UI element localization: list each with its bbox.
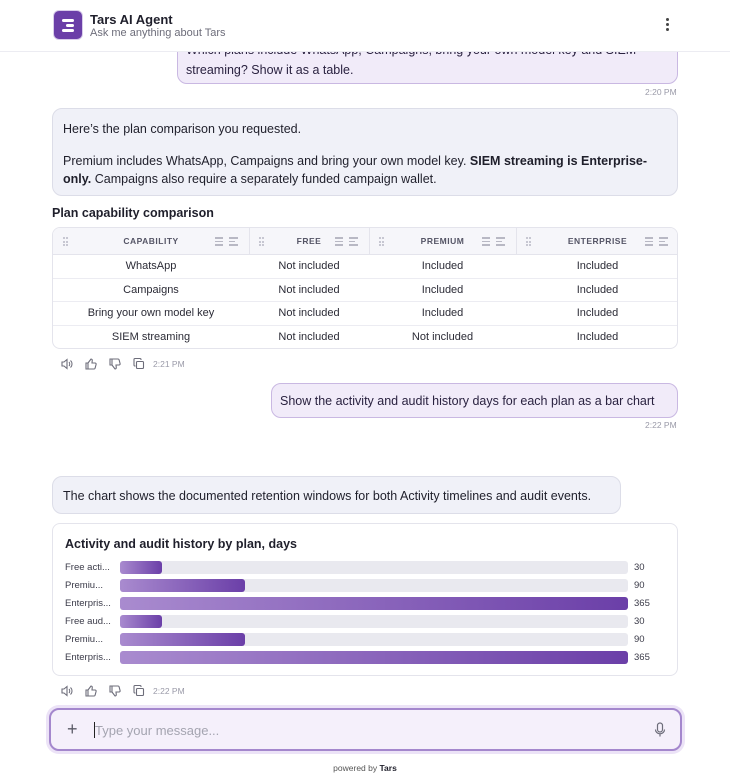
table-row [53, 326, 678, 350]
column-menu-icon[interactable] [215, 237, 239, 246]
copy-icon[interactable] [132, 357, 146, 371]
bar-value-label: 30 [634, 616, 645, 627]
powered-brand[interactable]: Tars [379, 763, 397, 773]
agent-title: Tars AI Agent [90, 12, 173, 27]
table-cell: Included [576, 283, 619, 296]
table-cell: WhatsApp [125, 260, 177, 272]
table-cell: Not included [278, 260, 340, 272]
bar-value-label: 365 [634, 598, 650, 609]
bar-track [120, 579, 628, 592]
column-divider [516, 228, 517, 255]
thumbs-up-icon[interactable] [84, 357, 98, 371]
bar-label: Enterpris... [65, 652, 111, 663]
table-cell: Not included [411, 330, 474, 343]
column-divider [249, 228, 250, 255]
bar-value-label: 365 [634, 652, 650, 663]
table-header-cell[interactable]: PREMIUM [420, 236, 465, 246]
thumbs-down-icon[interactable] [108, 684, 122, 698]
message-actions [60, 357, 190, 371]
table-row [53, 279, 678, 303]
drag-handle-icon[interactable] [63, 237, 69, 246]
bar-label: Enterpris... [65, 598, 111, 609]
table-cell: Campaigns [123, 283, 179, 296]
table-row [53, 302, 678, 326]
message-actions [60, 684, 190, 698]
table-header-cell[interactable]: FREE [296, 236, 322, 246]
add-attachment-icon[interactable]: + [67, 719, 78, 739]
table-cell: Included [421, 307, 464, 319]
copy-icon[interactable] [132, 684, 146, 698]
table-row [53, 255, 678, 279]
bar-label: Free acti... [65, 562, 110, 573]
agent-subtitle: Ask me anything about Tars [90, 27, 226, 39]
drag-handle-icon[interactable] [379, 237, 385, 246]
bar-track [120, 651, 628, 664]
table-cell: Included [576, 307, 619, 319]
bot-body-part: Premium includes WhatsApp, Campaigns and bring your own model key. [63, 154, 470, 168]
bar-track [120, 633, 628, 646]
bar-track [120, 615, 628, 628]
bar-chart [52, 523, 678, 676]
bot-message: The chart shows the documented retention windows for both Activity timelines and audit events. [52, 476, 621, 514]
message-input[interactable] [95, 718, 635, 742]
bar[interactable] [120, 651, 628, 664]
bar[interactable] [120, 561, 162, 574]
bar-value-label: 90 [634, 634, 645, 645]
chart-title: Activity and audit history by plan, days [65, 537, 297, 551]
powered-prefix: powered by [333, 763, 378, 773]
powered-by [0, 763, 730, 773]
bot-intro-text: Here’s the plan comparison you requested. [63, 122, 302, 136]
table-cell: Not included [278, 283, 340, 296]
table-cell: SIEM streaming [111, 330, 191, 343]
bar[interactable] [120, 633, 245, 646]
table-cell: Included [576, 260, 619, 272]
bot-body-bold: SIEM streaming is Enterprise-only. [63, 154, 648, 186]
bar-track [120, 597, 628, 610]
bot-body-text [63, 152, 667, 188]
column-menu-icon[interactable] [482, 237, 506, 246]
more-options-icon[interactable] [662, 18, 672, 34]
bot-body-part: Campaigns also require a separately funded campaign wallet. [91, 172, 437, 186]
bar-value-label: 30 [634, 562, 645, 573]
bar-label: Premiu... [65, 580, 104, 591]
message-composer [49, 708, 682, 751]
table-cell: Bring your own model key [87, 307, 215, 319]
chat-header [0, 0, 730, 52]
bar-track [120, 561, 628, 574]
thumbs-down-icon[interactable] [108, 357, 122, 371]
microphone-icon[interactable] [653, 722, 667, 738]
user-message: Show the activity and audit history days for each plan as a bar chart [271, 383, 678, 418]
table-title: Plan capability comparison [52, 206, 214, 220]
speaker-icon[interactable] [60, 357, 74, 371]
table-cell: Included [576, 330, 619, 343]
bar[interactable] [120, 597, 628, 610]
bot-message [52, 108, 678, 196]
message-timestamp: 2:22 PM [153, 686, 185, 696]
message-timestamp: 2:20 PM [645, 87, 677, 97]
bar-label: Premiu... [65, 634, 104, 645]
table-header-cell[interactable]: ENTERPRISE [567, 236, 628, 246]
comparison-table [52, 227, 678, 349]
bar-value-label: 90 [634, 580, 645, 591]
table-header-row [53, 228, 678, 255]
speaker-icon[interactable] [60, 684, 74, 698]
table-header-cell[interactable]: CAPABILITY [123, 236, 179, 246]
drag-handle-icon[interactable] [259, 237, 265, 246]
message-timestamp: 2:21 PM [153, 359, 185, 369]
table-cell: Not included [278, 307, 340, 319]
bar[interactable] [120, 579, 245, 592]
table-cell: Included [421, 283, 464, 296]
user-message-line: streaming? Show it as a table. [186, 63, 354, 77]
column-divider [369, 228, 370, 255]
thumbs-up-icon[interactable] [84, 684, 98, 698]
column-menu-icon[interactable] [645, 237, 669, 246]
table-cell: Included [421, 260, 464, 272]
bar-label: Free aud... [65, 616, 111, 627]
column-menu-icon[interactable] [335, 237, 359, 246]
bar[interactable] [120, 615, 162, 628]
message-timestamp: 2:22 PM [645, 420, 677, 430]
table-cell: Not included [278, 330, 340, 343]
tars-logo [53, 10, 83, 40]
drag-handle-icon[interactable] [526, 237, 532, 246]
